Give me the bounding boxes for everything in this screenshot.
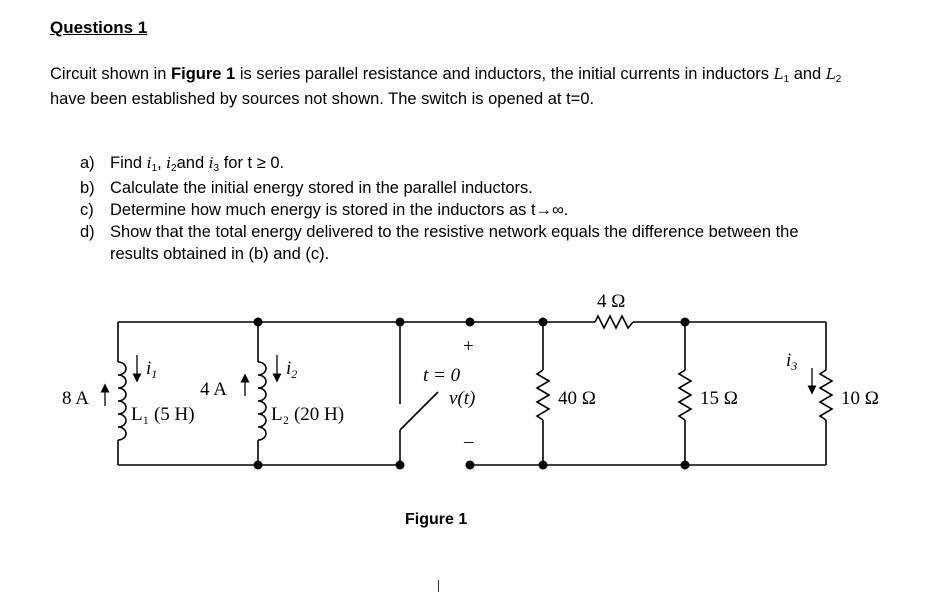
- label-i1: $i_1$: [146, 358, 158, 381]
- inductor-L1: [118, 362, 126, 440]
- question-heading: Questions 1: [50, 18, 148, 37]
- label-L1: L₁ (5 H): [131, 404, 195, 425]
- question-item-c: c) Determine how much energy is stored in the inductors as t→∞.: [80, 201, 569, 219]
- question-item-d: d) Show that the total energy delivered to the resistive network equals the difference between the results obtained in (b) and (c).: [80, 223, 799, 263]
- label-R-10: 10 Ω: [841, 388, 879, 409]
- figure-reference: Figure 1: [171, 65, 236, 83]
- label-switch-time: t = 0: [423, 365, 461, 386]
- label-i3: $i_3$: [786, 350, 798, 373]
- intro-paragraph: Circuit shown in Figure 1 is series parallel resistance and inductors, the initial currents in inductors L1 and L2 have been established by sources not shown. The switch is opened at t=0.: [50, 65, 842, 108]
- switch-blade: [400, 392, 438, 430]
- label-minus: –: [464, 431, 474, 452]
- label-R-15: 15 Ω: [700, 388, 738, 409]
- label-8A: 8 A: [62, 388, 89, 409]
- stray-mark: [438, 580, 439, 592]
- figure-caption: Figure 1: [405, 511, 468, 528]
- label-plus: +: [463, 336, 474, 357]
- label-i2: $i_2$: [286, 358, 298, 381]
- label-L2: L₂ (20 H): [271, 404, 345, 425]
- label-4A: 4 A: [200, 379, 227, 400]
- question-item-b: b) Calculate the initial energy stored in the parallel inductors.: [80, 179, 533, 197]
- question-item-a: a) Find i1, i2and i3 for t ≥ 0.: [80, 154, 285, 174]
- resistor-4-ohm: [595, 316, 633, 328]
- inductor-L2: [258, 362, 266, 440]
- resistor-10-ohm: [820, 370, 832, 420]
- label-R-4: 4 Ω: [597, 291, 626, 312]
- resistor-40-ohm: [537, 370, 549, 420]
- label-voltage: v(t): [449, 388, 476, 409]
- label-R-40: 40 Ω: [558, 388, 596, 409]
- resistor-15-ohm: [679, 370, 691, 420]
